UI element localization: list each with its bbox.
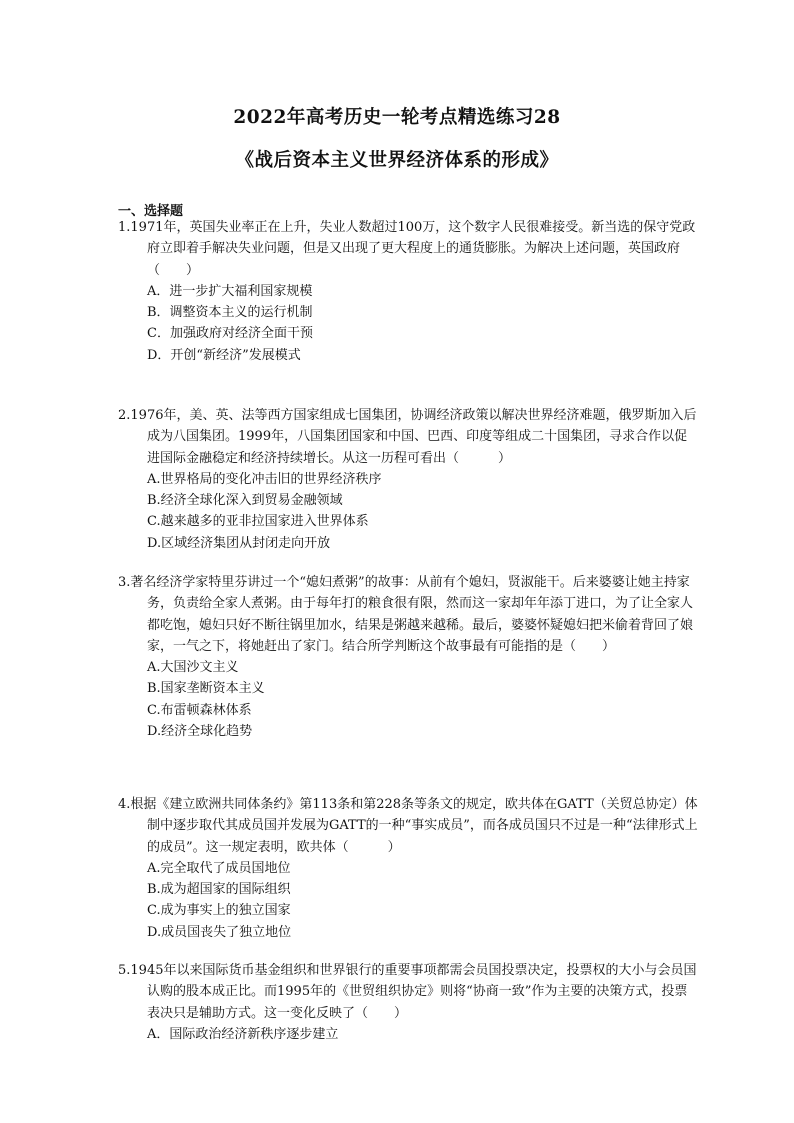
question-3 (118, 572, 698, 742)
question-stem: 5.1945年以来国际货币基金组织和世界银行的重要事项都需会员国投票决定，投票权的大小与会员国认购的股本成正比。而1995年的《世贸组织协定》则将“协商一致”作为主要的决策方式，投票表决只是辅助方式。这一变化反映了（ ） (118, 963, 697, 1021)
option-b: B.国家垄断资本主义 (147, 681, 265, 697)
question-2 (118, 405, 698, 554)
option-c: C.布雷顿森林体系 (147, 702, 252, 718)
option-c: C.成为事实上的独立国家 (147, 903, 291, 919)
option-c: C.越来越多的亚非拉国家进入世界体系 (147, 514, 369, 530)
option-a: A.世界格局的变化冲击旧的世界经济秩序 (147, 471, 382, 487)
option-b: B．调整资本主义的运行机制 (147, 305, 313, 321)
question-5 (118, 960, 698, 1045)
option-d: D.区域经济集团从封闭走向开放 (147, 535, 331, 551)
option-a: A．进一步扩大福利国家规模 (147, 283, 313, 299)
option-d: D．开创“新经济”发展模式 (147, 347, 301, 363)
question-4 (118, 794, 698, 943)
option-b: B.成为超国家的国际组织 (147, 882, 291, 898)
option-c: C．加强政府对经济全面干预 (147, 326, 313, 342)
option-b: B.经济全球化深入到贸易金融领域 (147, 493, 343, 509)
question-stem: 1.1971年，英国失业率正在上升，失业人数超过100万，这个数字人民很难接受。新当选的保守党政府立即着手解决失业问题，但是又出现了更大程度上的通货膨胀。为解决上述问题，英国政府（ ） (118, 220, 696, 278)
question-stem: 3.著名经济学家特里芬讲过一个“媳妇煮粥”的故事：从前有个媳妇，贤淑能干。后来婆婆让她主持家务，负责给全家人煮粥。由于每年打的粮食很有限，然而这一家却年年添丁进口，为了让全家人都吃饱，媳妇只好不断往锅里加水，结果是粥越来越稀。最后，婆婆怀疑媳妇把米偷着背回了娘家，一气之下，将她赶出了家门。结合所学判断这个故事最有可能指的是（ ） (118, 575, 694, 654)
question-stem: 2.1976年，美、英、法等西方国家组成七国集团，协调经济政策以解决世界经济难题，俄罗斯加入后成为八国集团。1999年，八国集团国家和中国、巴西、印度等组成二十国集团，寻求合作以促进国际金融稳定和经济持续增长。从这一历程可看出（ ） (118, 408, 697, 466)
option-d: D.经济全球化趋势 (147, 724, 253, 740)
option-a: A.大国沙文主义 (147, 660, 239, 676)
section-heading: 一、选择题 (118, 204, 184, 219)
option-a: A.完全取代了成员国地位 (147, 860, 291, 876)
document-subtitle: 《战后资本主义世界经济体系的形成》 (235, 150, 559, 171)
option-a: A．国际政治经济新秩序逐步建立 (147, 1026, 339, 1042)
document-title: 2022年高考历史一轮考点精选练习28 (233, 107, 561, 128)
option-d: D.成员国丧失了独立地位 (147, 924, 292, 940)
question-1 (118, 217, 698, 366)
question-stem: 4.根据《建立欧洲共同体条约》第113条和第228条等条文的规定，欧共体在GATT（关贸总协定）体制中逐步取代其成员国并发展为GATT的一种“事实成员”，而各成员国只不过是一种“法律形式上的成员”。这一规定表明，欧共体（ ） (118, 797, 698, 855)
